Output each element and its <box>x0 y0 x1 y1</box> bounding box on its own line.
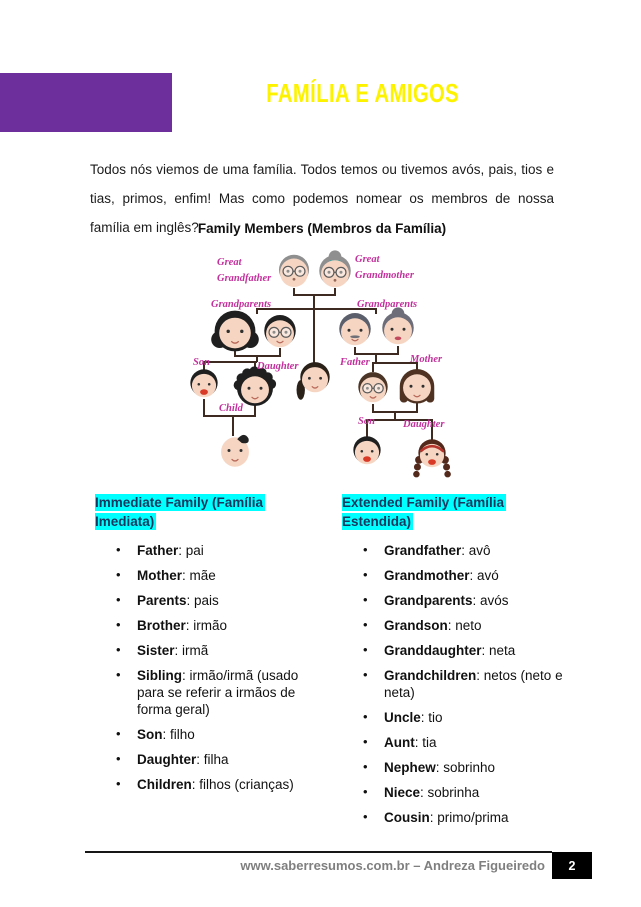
tree-head-father <box>358 372 387 402</box>
tree-label: Grandparents <box>211 299 272 310</box>
vocab-term: Mother <box>137 568 182 583</box>
bullet-icon: • <box>116 592 121 607</box>
tree-label: Son <box>193 357 210 368</box>
vocab-term: Grandparents <box>384 593 473 608</box>
vocab-item: • Nephew: sobrinho <box>363 759 496 775</box>
vocab-term: Brother <box>137 618 186 633</box>
tree-head-grandmother-left <box>211 311 259 352</box>
vocab-item: • Sibling: irmão/irmã (usado para se referir a irmãos de forma geral) <box>116 667 299 717</box>
vocab-item: • Daughter: filha <box>116 751 229 767</box>
vocab-item: • Sister: irmã <box>116 642 209 658</box>
tree-head-mother <box>400 369 435 404</box>
bullet-icon: • <box>116 667 121 682</box>
vocab-item: • Children: filhos (crianças) <box>116 776 294 792</box>
vocab-item: • Son: filho <box>116 726 195 742</box>
tree-label: Child <box>219 403 243 414</box>
title-area <box>173 78 553 109</box>
tree-head-child-baby <box>221 435 249 467</box>
tree-label: Grandfather <box>217 273 272 284</box>
bullet-icon: • <box>116 726 121 741</box>
section-heading: Family Members (Membros da Família) <box>197 221 447 236</box>
vocab-item: • Granddaughter: neta <box>363 642 516 658</box>
vocab-term: Niece <box>384 785 421 800</box>
footer-site-credit[interactable]: www.saberresumos.com.br – Andreza Figueiredo <box>240 858 545 873</box>
bullet-icon: • <box>116 751 121 766</box>
family-tree-illustration <box>183 250 463 488</box>
vocab-term: Sibling <box>137 668 182 683</box>
immediate-family-list <box>95 542 313 793</box>
tree-label: Son <box>358 416 375 427</box>
vocab-term: Cousin <box>384 810 430 825</box>
bullet-icon: • <box>116 542 121 557</box>
vocab-item: • Grandfather: avô <box>363 542 491 558</box>
tree-label: Great <box>217 257 242 268</box>
extended-family-list <box>342 542 564 826</box>
vocab-term: Granddaughter <box>384 643 482 658</box>
tree-label: Grandmother <box>355 270 414 281</box>
vocab-term: Uncle <box>384 710 421 725</box>
vocab-item: • Father: pai <box>116 542 204 558</box>
vocab-item: • Mother: mãe <box>116 567 216 583</box>
tree-head-great-grandfather <box>279 255 309 287</box>
purple-accent-block <box>0 73 172 132</box>
vocab-item: • Aunt: tia <box>363 734 437 750</box>
extended-family-heading: Extended Family (Família Estendida) <box>342 495 505 529</box>
tree-head-grandfather-left <box>264 315 296 347</box>
vocab-term: Daughter <box>137 752 197 767</box>
bullet-icon: • <box>363 709 368 724</box>
bullet-icon: • <box>363 642 368 657</box>
tree-label: Father <box>340 357 370 368</box>
tree-head-son-left <box>190 369 217 397</box>
tree-head-grandfather-right <box>339 313 371 345</box>
vocab-item: • Grandchildren: netos (neto e neta) <box>363 667 563 700</box>
bullet-icon: • <box>363 617 368 632</box>
vocab-term: Aunt <box>384 735 415 750</box>
vocab-term: Nephew <box>384 760 436 775</box>
tree-label: Daughter <box>403 419 445 430</box>
vocab-term: Father <box>137 543 179 558</box>
extended-family-column <box>342 493 564 834</box>
vocab-item: • Grandparents: avós <box>363 592 509 608</box>
tree-head-daughter-left <box>234 366 276 406</box>
vocab-term: Grandfather <box>384 543 462 558</box>
bullet-icon: • <box>363 734 368 749</box>
tree-label: Daughter <box>257 361 299 372</box>
intro-paragraph: Todos nós viemos de uma família. Todos temos ou tivemos avós, pais, tios e tias, primos, enfim! Mas como podemos nomear os membros de nossa família em inglês? <box>90 161 554 235</box>
bullet-icon: • <box>363 592 368 607</box>
tree-head-son-bottom <box>353 436 380 464</box>
tree-connector <box>294 288 335 295</box>
bullet-icon: • <box>116 617 121 632</box>
vocab-item: • Grandson: neto <box>363 617 482 633</box>
tree-label: Great <box>355 254 380 265</box>
vocab-item: • Uncle: tio <box>363 709 443 725</box>
vocab-term: Sister <box>137 643 175 658</box>
tree-head-great-grandmother <box>319 250 351 287</box>
vocab-item: • Niece: sobrinha <box>363 784 480 800</box>
vocab-term: Parents <box>137 593 187 608</box>
vocab-term: Children <box>137 777 192 792</box>
immediate-family-heading: Immediate Family (Família Imediata) <box>95 495 264 529</box>
bullet-icon: • <box>363 542 368 557</box>
tree-head-daughter-middle <box>297 362 330 400</box>
tree-connector <box>373 403 417 420</box>
tree-label: Grandparents <box>357 299 418 310</box>
bullet-icon: • <box>363 784 368 799</box>
vocab-term: Son <box>137 727 163 742</box>
footer-divider <box>85 851 552 853</box>
vocab-item: • Brother: irmão <box>116 617 228 633</box>
bullet-icon: • <box>363 809 368 824</box>
page-title: FAMÍLIA E AMIGOS <box>266 78 460 108</box>
immediate-family-column <box>95 493 313 801</box>
vocab-term: Grandmother <box>384 568 470 583</box>
vocab-item: • Cousin: primo/prima <box>363 809 509 825</box>
bullet-icon: • <box>363 567 368 582</box>
tree-head-daughter-bottom <box>413 439 451 477</box>
tree-label: Mother <box>410 354 443 365</box>
vocab-term: Grandchildren <box>384 668 477 683</box>
vocab-term: Grandson <box>384 618 448 633</box>
vocab-item: • Grandmother: avó <box>363 567 499 583</box>
bullet-icon: • <box>363 667 368 682</box>
bullet-icon: • <box>116 776 121 791</box>
bullet-icon: • <box>116 567 121 582</box>
bullet-icon: • <box>116 642 121 657</box>
page-number-badge: 2 <box>552 852 592 879</box>
tree-head-grandmother-right <box>382 307 414 344</box>
vocab-item: • Parents: pais <box>116 592 219 608</box>
bullet-icon: • <box>363 759 368 774</box>
